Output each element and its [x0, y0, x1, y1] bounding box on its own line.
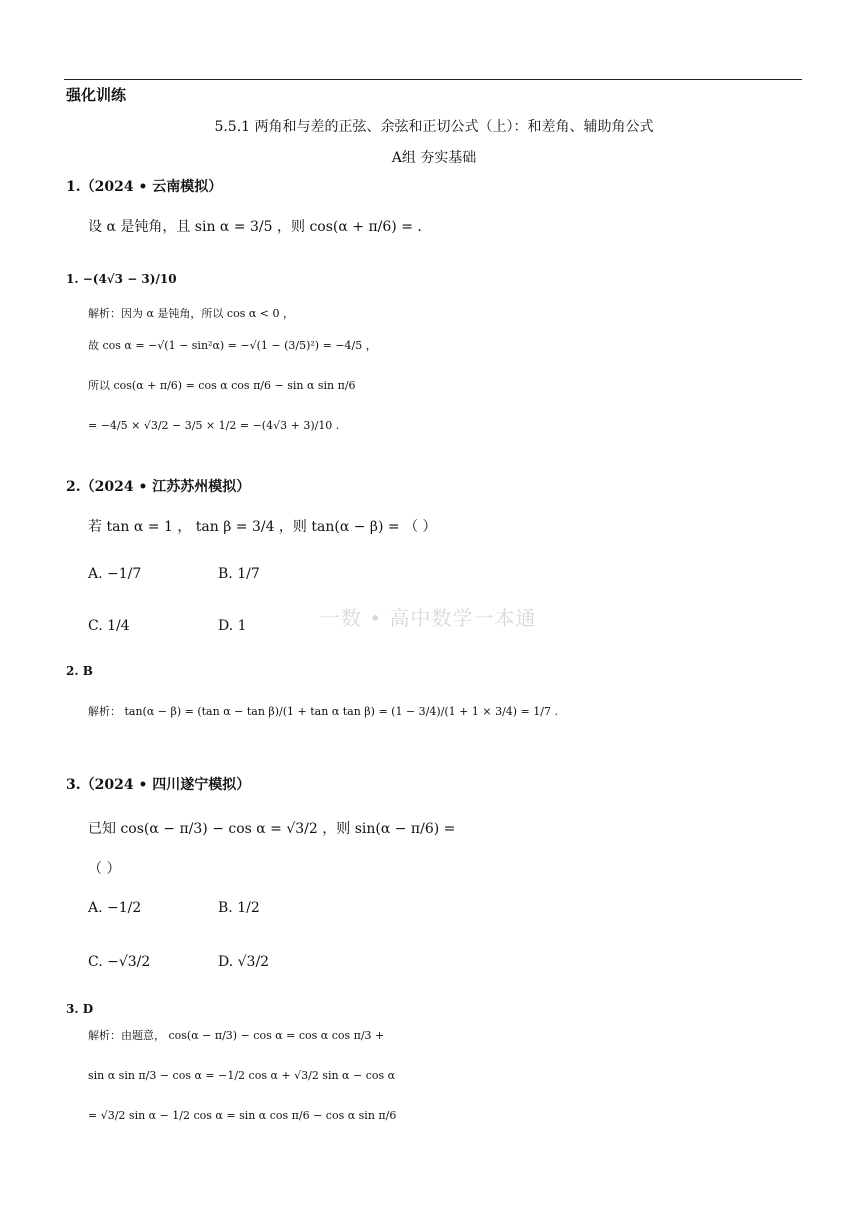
q3-answer-blank: （ ）	[88, 861, 121, 877]
q2-option-c: C. 1/4	[88, 618, 130, 634]
page-title: 5.5.1 两角和与差的正弦、余弦和正切公式（上）：和差角、辅助角公式	[214, 119, 654, 135]
q3-option-c: C. −√3/2	[88, 954, 151, 970]
q3-option-a: A. −1/2	[88, 900, 142, 916]
section-label: 强化训练	[66, 86, 127, 104]
q2-option-a: A. −1/7	[88, 566, 142, 582]
q3-answer: 3. D	[66, 1002, 94, 1016]
q3-solution-line2: sin α sin π/3 − cos α = −1/2 cos α + √3/2 sin α − cos α	[88, 1069, 396, 1082]
q3-stem: 已知 cos(α − π/3) − cos α = √3/2 ，则 sin(α − π/6) =	[88, 821, 456, 837]
q2-stem: 若 tan α = 1 ， tan β = 3/4 ，则 tan(α − β) = （ ）	[88, 519, 437, 535]
q3-solution-line3: = √3/2 sin α − 1/2 cos α = sin α cos π/6 − cos α sin π/6	[88, 1109, 397, 1122]
q3-heading: 3.（2024 • 四川遂宁模拟）	[66, 777, 251, 793]
q2-option-d: D. 1	[218, 618, 247, 634]
q1-solution-line2: 故 cos α = −√(1 − sin²α) = −√(1 − (3/5)²) = −4/5 ，	[88, 339, 377, 352]
q1-solution-line3: 所以 cos(α + π/6) = cos α cos π/6 − sin α sin π/6	[88, 379, 356, 392]
q1-solution-line1: 解析：因为 α 是钝角，所以 cos α < 0 ，	[88, 307, 294, 320]
q2-option-b: B. 1/7	[218, 566, 260, 582]
q1-answer: 1. −(4√3 − 3)/10	[66, 272, 177, 286]
q3-solution-line1: 解析：由题意， cos(α − π/3) − cos α = cos α cos π/3 +	[88, 1029, 385, 1042]
q2-answer: 2. B	[66, 664, 93, 678]
q3-option-d: D. √3/2	[218, 954, 270, 970]
group-heading: A组 夯实基础	[391, 150, 477, 166]
q1-heading: 1.（2024 • 云南模拟）	[66, 179, 223, 195]
header-rule	[64, 79, 802, 80]
q2-solution-line1: 解析： tan(α − β) = (tan α − tan β)/(1 + tan α tan β) = (1 − 3/4)/(1 + 1 × 3/4) = 1/7 .	[88, 705, 558, 718]
q2-heading: 2.（2024 • 江苏苏州模拟）	[66, 479, 251, 495]
watermark: 一数 • 高中数学一本通	[320, 606, 537, 630]
q1-stem: 设 α 是钝角，且 sin α = 3/5 ，则 cos(α + π/6) = .	[88, 219, 422, 235]
q1-solution-line4: = −4/5 × √3/2 − 3/5 × 1/2 = −(4√3 + 3)/10 .	[88, 419, 340, 432]
q3-option-b: B. 1/2	[218, 900, 260, 916]
